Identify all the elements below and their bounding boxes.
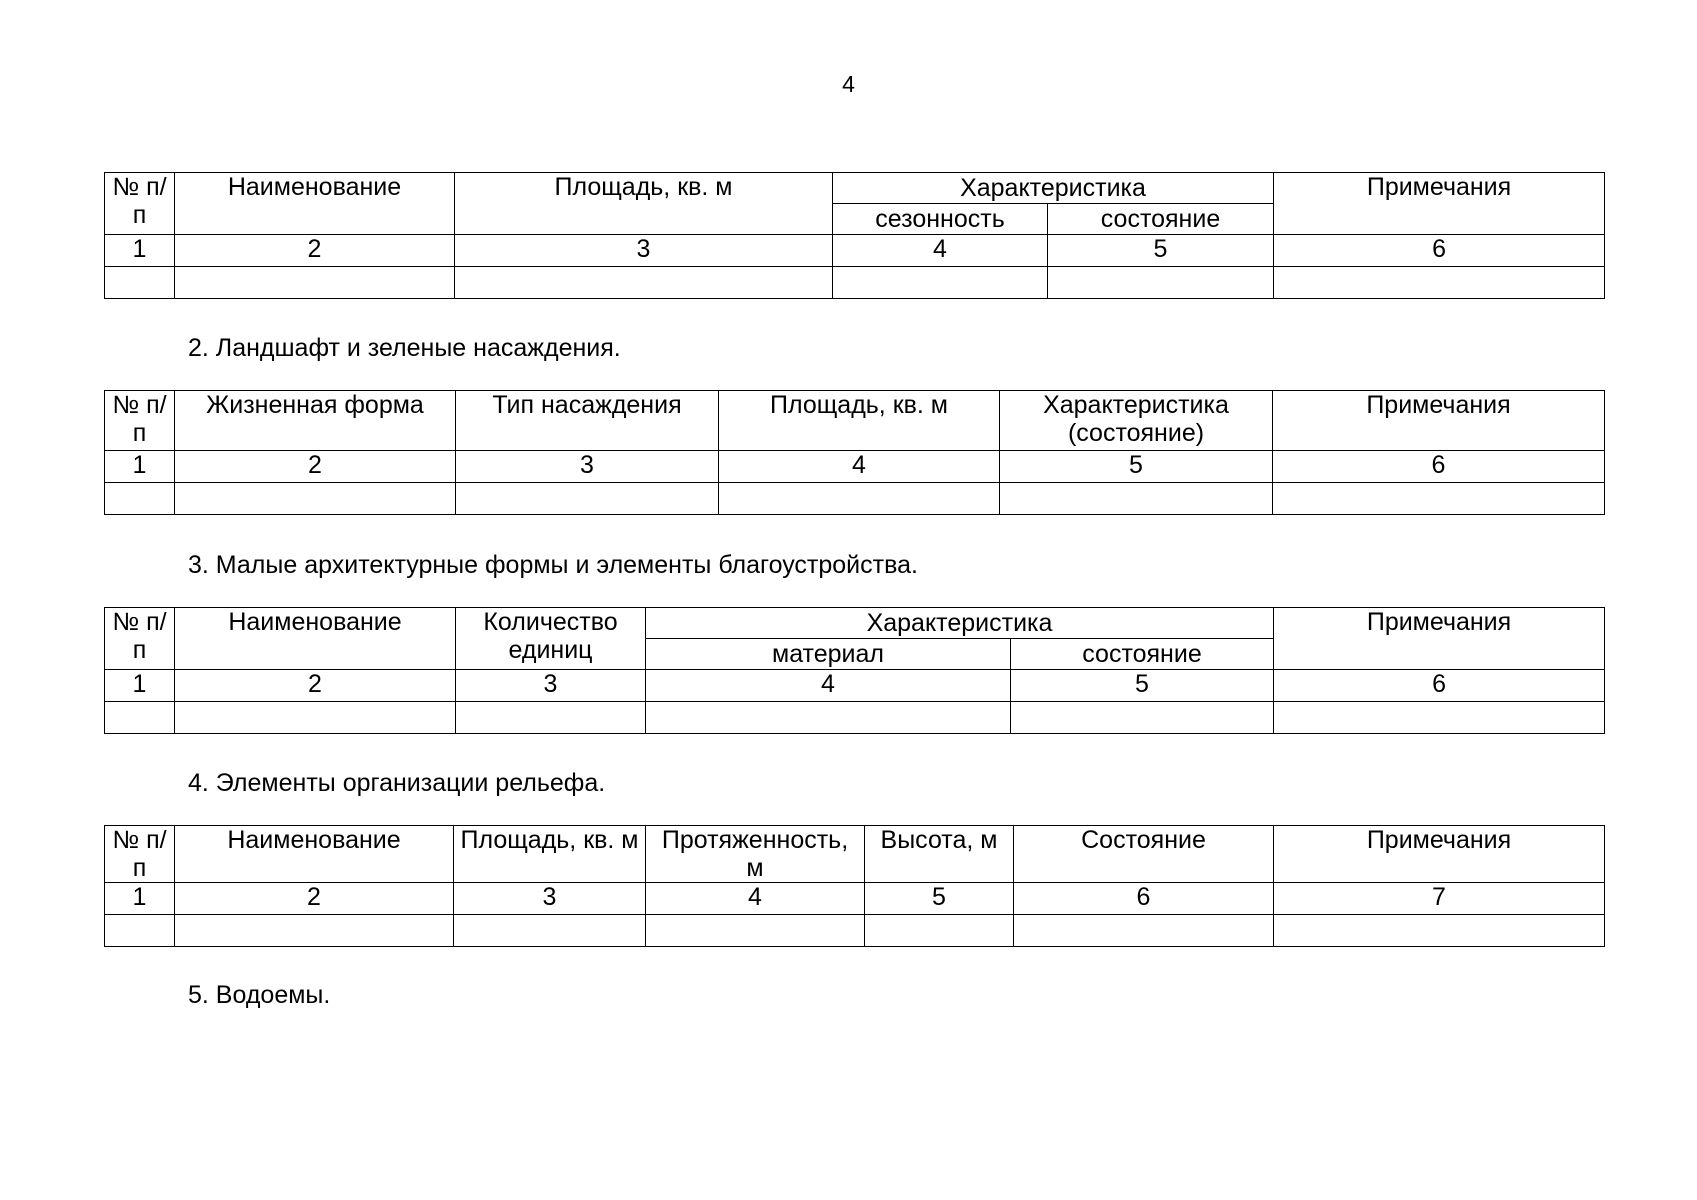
column-number: 1 [105,451,175,483]
empty-cell[interactable] [105,702,175,734]
empty-row [105,483,1605,515]
empty-cell[interactable] [105,483,175,515]
empty-row [105,702,1605,734]
empty-row [105,915,1605,947]
column-number: 4 [646,670,1011,702]
empty-row [105,267,1605,299]
table-header-row [105,173,1605,204]
column-number: 6 [1014,883,1274,915]
column-number: 3 [456,451,719,483]
empty-cell[interactable] [175,702,456,734]
table-header-row [105,826,1605,883]
empty-cell[interactable] [1000,483,1273,515]
empty-cell[interactable] [105,915,175,947]
page-number: 4 [842,71,855,97]
column-number: 2 [175,670,456,702]
column-number: 6 [1274,670,1605,702]
column-number-row [105,451,1605,483]
empty-cell[interactable] [1011,702,1274,734]
column-number: 2 [175,451,456,483]
empty-cell[interactable] [1274,702,1605,734]
column-number: 3 [456,670,646,702]
table-landscape [104,390,1605,515]
empty-cell[interactable] [646,915,865,947]
column-number: 5 [1048,235,1274,267]
header-area: Площадь, кв. м [454,826,646,883]
header-notes: Примечания [1274,826,1605,883]
column-number: 4 [646,883,865,915]
column-number-row [105,235,1605,267]
header-characteristic: Характеристика (состояние) [1000,391,1273,451]
column-number-row [105,670,1605,702]
header-notes: Примечания [1273,391,1605,451]
table-header-row [105,608,1605,639]
header-characteristic: Характеристика [833,173,1274,204]
table-small-forms [104,607,1605,734]
header-material: материал [646,639,1011,670]
header-condition: Состояние [1014,826,1274,883]
column-number: 3 [454,883,646,915]
column-number: 1 [105,670,175,702]
column-number: 6 [1273,451,1605,483]
header-characteristic: Характеристика [646,608,1274,639]
column-number: 1 [105,235,175,267]
empty-cell[interactable] [456,702,646,734]
section-title-water-bodies: 5. Водоемы. [188,981,331,1009]
column-number: 5 [1011,670,1274,702]
column-number: 2 [175,883,454,915]
header-planting-type: Тип насаждения [456,391,719,451]
header-condition: состояние [1048,204,1274,235]
empty-cell[interactable] [1048,267,1274,299]
header-quantity: Количество единиц [456,608,646,670]
empty-cell[interactable] [455,267,833,299]
empty-cell[interactable] [1014,915,1274,947]
empty-cell[interactable] [105,267,175,299]
header-num: № п/п [105,608,175,670]
column-number: 1 [105,883,175,915]
table-header-row [105,391,1605,451]
empty-cell[interactable] [865,915,1014,947]
column-number: 4 [719,451,1000,483]
table-general [104,172,1605,299]
header-name: Наименование [175,173,455,235]
empty-cell[interactable] [454,915,646,947]
section-title-small-forms: 3. Малые архитектурные формы и элементы благоустройства. [188,551,918,579]
header-notes: Примечания [1274,173,1605,235]
header-num: № п/п [105,173,175,235]
empty-cell[interactable] [175,915,454,947]
header-num: № п/п [105,391,175,451]
column-number: 6 [1274,235,1605,267]
header-seasonality: сезонность [833,204,1048,235]
header-area: Площадь, кв. м [719,391,1000,451]
column-number: 2 [175,235,455,267]
empty-cell[interactable] [1274,915,1605,947]
section-title-landscape: 2. Ландшафт и зеленые насаждения. [188,334,621,362]
header-notes: Примечания [1274,608,1605,670]
empty-cell[interactable] [175,483,456,515]
header-num: № п/п [105,826,175,883]
header-name: Наименование [175,826,454,883]
empty-cell[interactable] [456,483,719,515]
table-relief [104,825,1605,947]
header-height: Высота, м [865,826,1014,883]
section-title-relief: 4. Элементы организации рельефа. [188,769,606,797]
column-number: 5 [1000,451,1273,483]
column-number: 7 [1274,883,1605,915]
header-length: Протяженность, м [646,826,865,883]
header-name: Наименование [175,608,456,670]
header-area: Площадь, кв. м [455,173,833,235]
empty-cell[interactable] [175,267,455,299]
column-number-row [105,883,1605,915]
header-condition: состояние [1011,639,1274,670]
header-life-form: Жизненная форма [175,391,456,451]
empty-cell[interactable] [719,483,1000,515]
column-number: 4 [833,235,1048,267]
empty-cell[interactable] [1273,483,1605,515]
empty-cell[interactable] [646,702,1011,734]
column-number: 3 [455,235,833,267]
empty-cell[interactable] [1274,267,1605,299]
column-number: 5 [865,883,1014,915]
empty-cell[interactable] [833,267,1048,299]
